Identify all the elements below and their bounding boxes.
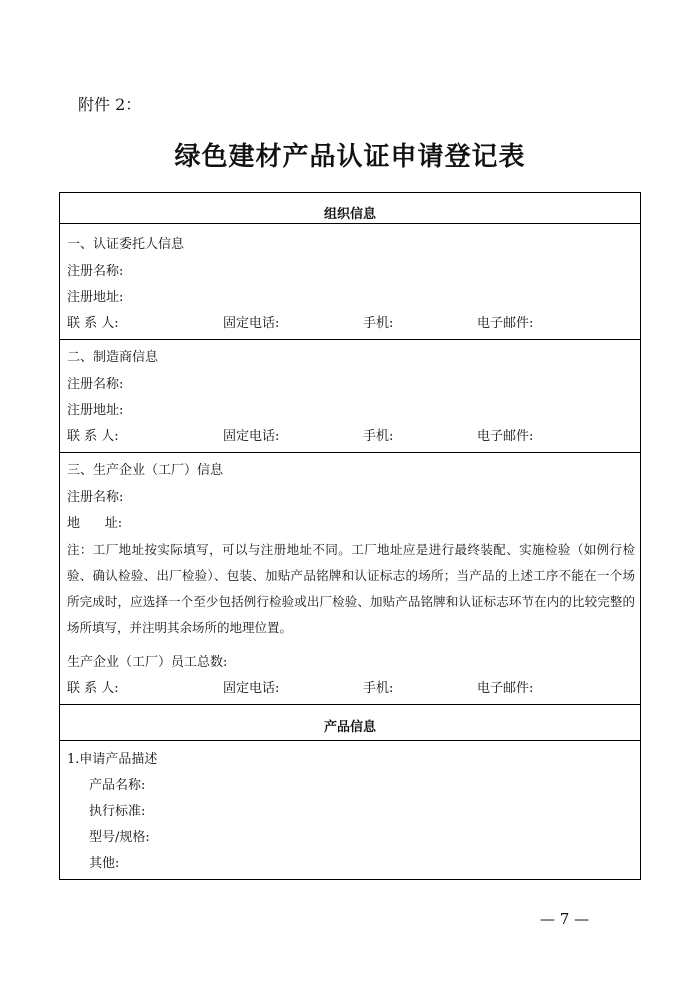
manufacturer-email: 电子邮件: <box>477 429 534 444</box>
divider <box>60 704 640 705</box>
page-number: — 7 — <box>540 910 590 928</box>
manufacturer-phone: 固定电话: <box>223 429 280 444</box>
applicant-contact-row <box>60 312 640 330</box>
manufacturer-heading: 二、制造商信息 <box>67 350 159 365</box>
applicant-email: 电子邮件: <box>477 316 534 331</box>
product-description-heading: 1.申请产品描述 <box>67 752 158 767</box>
manufacturer-mobile: 手机: <box>363 429 394 444</box>
divider <box>60 223 640 224</box>
applicant-mobile: 手机: <box>363 316 394 331</box>
factory-address: 地 址: <box>67 516 123 531</box>
applicant-contact: 联 系 人: <box>67 316 119 331</box>
applicant-phone: 固定电话: <box>223 316 280 331</box>
factory-phone: 固定电话: <box>223 681 280 696</box>
divider <box>60 740 640 741</box>
factory-contact-row <box>60 677 640 695</box>
applicant-reg-address: 注册地址: <box>67 290 124 305</box>
applicant-reg-name: 注册名称: <box>67 264 124 279</box>
registration-form <box>59 192 641 880</box>
page-title: 绿色建材产品认证申请登记表 <box>174 142 526 172</box>
factory-contact: 联 系 人: <box>67 681 119 696</box>
manufacturer-reg-address: 注册地址: <box>67 403 124 418</box>
product-info-header: 产品信息 <box>323 720 376 735</box>
divider <box>60 452 640 453</box>
product-standard: 执行标准: <box>89 804 146 819</box>
manufacturer-reg-name: 注册名称: <box>67 377 124 392</box>
factory-staff-total: 生产企业（工厂）员工总数: <box>67 655 228 670</box>
manufacturer-contact: 联 系 人: <box>67 429 119 444</box>
divider <box>60 339 640 340</box>
manufacturer-contact-row <box>60 425 640 443</box>
factory-reg-name: 注册名称: <box>67 490 124 505</box>
factory-heading: 三、生产企业（工厂）信息 <box>67 463 224 478</box>
factory-mobile: 手机: <box>363 681 394 696</box>
attachment-label: 附件 2： <box>78 95 142 114</box>
product-model-spec: 型号/规格: <box>89 830 150 845</box>
factory-email: 电子邮件: <box>477 681 534 696</box>
product-other: 其他: <box>89 856 120 871</box>
applicant-heading: 一、认证委托人信息 <box>67 237 185 252</box>
factory-note: 注：工厂地址按实际填写，可以与注册地址不同。工厂地址应是进行最终装配、实施检验（如例行检验、确认检验、出厂检验）、包装、加贴产品铭牌和认证标志的场所；当产品的上述工序不能在一个场所完成时，应选择一个至少包括例行检验或出厂检验、加贴产品铭牌和认证标志环节在内的比较完整的场所填写，并注明其余场所的地理位置。 <box>67 542 635 635</box>
product-name: 产品名称: <box>89 778 146 793</box>
org-info-header: 组织信息 <box>323 207 376 222</box>
